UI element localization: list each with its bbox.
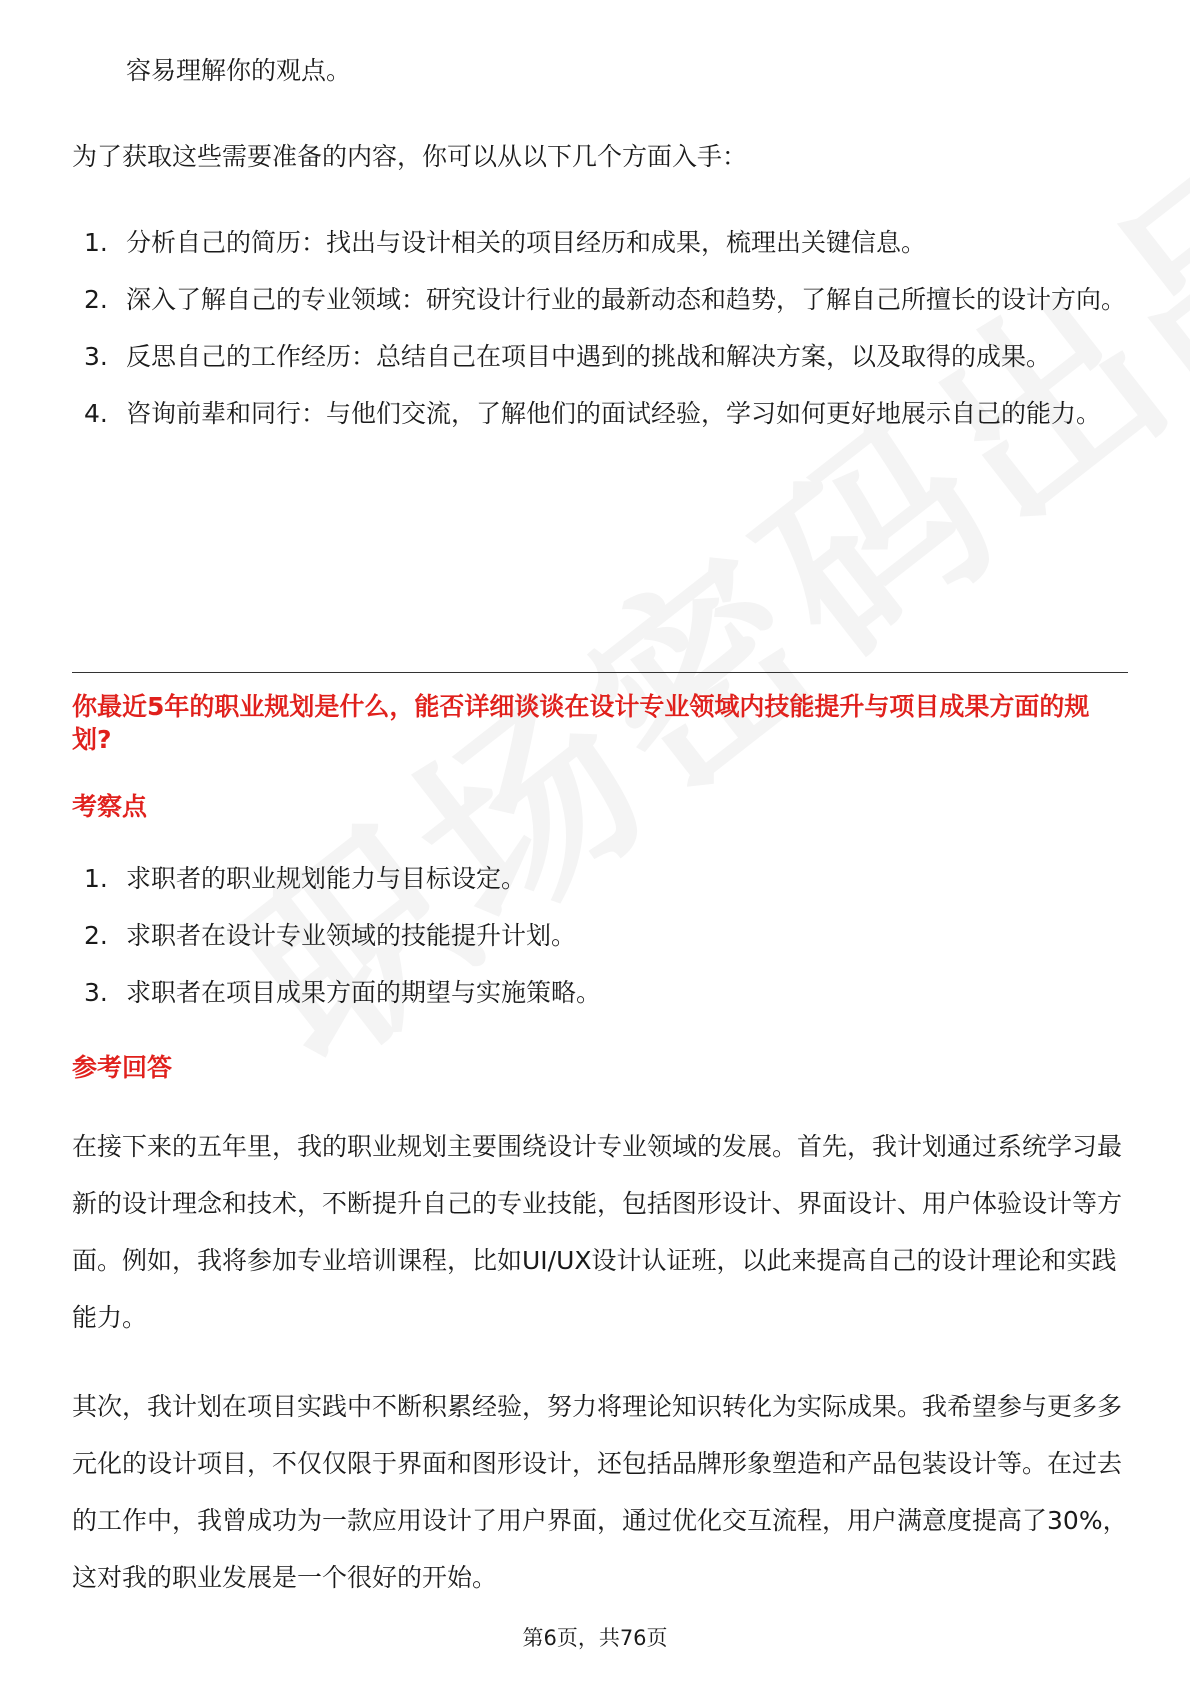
section-divider: [72, 672, 1128, 673]
answer-heading: 参考回答: [72, 1053, 173, 1082]
list-number: 2.: [84, 285, 108, 314]
list-item-text: 咨询前辈和同行：与他们交流，了解他们的面试经验，学习如何更好地展示自己的能力。: [126, 399, 1102, 428]
list-item: [72, 907, 1128, 964]
page-footer: 第6页，共76页: [522, 1626, 668, 1650]
answer-paragraph: 在接下来的五年里，我的职业规划主要围绕设计专业领域的发展。首先，我计划通过系统学习最新的设计理念和技术，不断提升自己的专业技能，包括图形设计、界面设计、用户体验设计等方面。例如，我将参加专业培训课程，比如UI/UX设计认证班，以此来提高自己的设计理论和实践能力。: [72, 1132, 1123, 1332]
list-item-text: 深入了解自己的专业领域：研究设计行业的最新动态和趋势，了解自己所擅长的设计方向。: [126, 285, 1127, 314]
list-item: [72, 271, 1128, 328]
list-item-text: 反思自己的工作经历：总结自己在项目中遇到的挑战和解决方案，以及取得的成果。: [126, 342, 1052, 371]
list-number: 3.: [84, 342, 108, 371]
list-item: [72, 328, 1128, 385]
list-item-text: 求职者在项目成果方面的期望与实施策略。: [126, 978, 602, 1007]
question-heading: 你最近5年的职业规划是什么，能否详细谈谈在设计专业领域内技能提升与项目成果方面的规划?: [72, 692, 1090, 754]
answer-paragraph: 其次，我计划在项目实践中不断积累经验，努力将理论知识转化为实际成果。我希望参与更多多元化的设计项目，不仅仅限于界面和图形设计，还包括品牌形象塑造和产品包装设计等。在过去的工作中，我曾成功为一款应用设计了用户界面，通过优化交互流程，用户满意度提高了30%，这对我的职业发展是一个很好的开始。: [72, 1392, 1128, 1592]
preparation-list: [72, 214, 1128, 442]
list-item-text: 求职者的职业规划能力与目标设定。: [126, 864, 527, 893]
list-number: 2.: [84, 921, 108, 950]
list-number: 1.: [84, 228, 108, 257]
list-item-text: 求职者在设计专业领域的技能提升计划。: [126, 921, 577, 950]
list-item: [72, 385, 1128, 442]
list-item-text: 分析自己的简历：找出与设计相关的项目经历和成果，梳理出关键信息。: [126, 228, 927, 257]
list-item: [72, 850, 1128, 907]
list-number: 1.: [84, 864, 108, 893]
list-item: [72, 214, 1128, 271]
assessment-heading: 考察点: [72, 792, 148, 821]
list-number: 4.: [84, 399, 108, 428]
continuation-text: 容易理解你的观点。: [126, 56, 352, 85]
list-item: [72, 964, 1128, 1021]
assessment-list: [72, 850, 1128, 1021]
intro-paragraph: 为了获取这些需要准备的内容，你可以从以下几个方面入手：: [72, 142, 748, 171]
list-number: 3.: [84, 978, 108, 1007]
